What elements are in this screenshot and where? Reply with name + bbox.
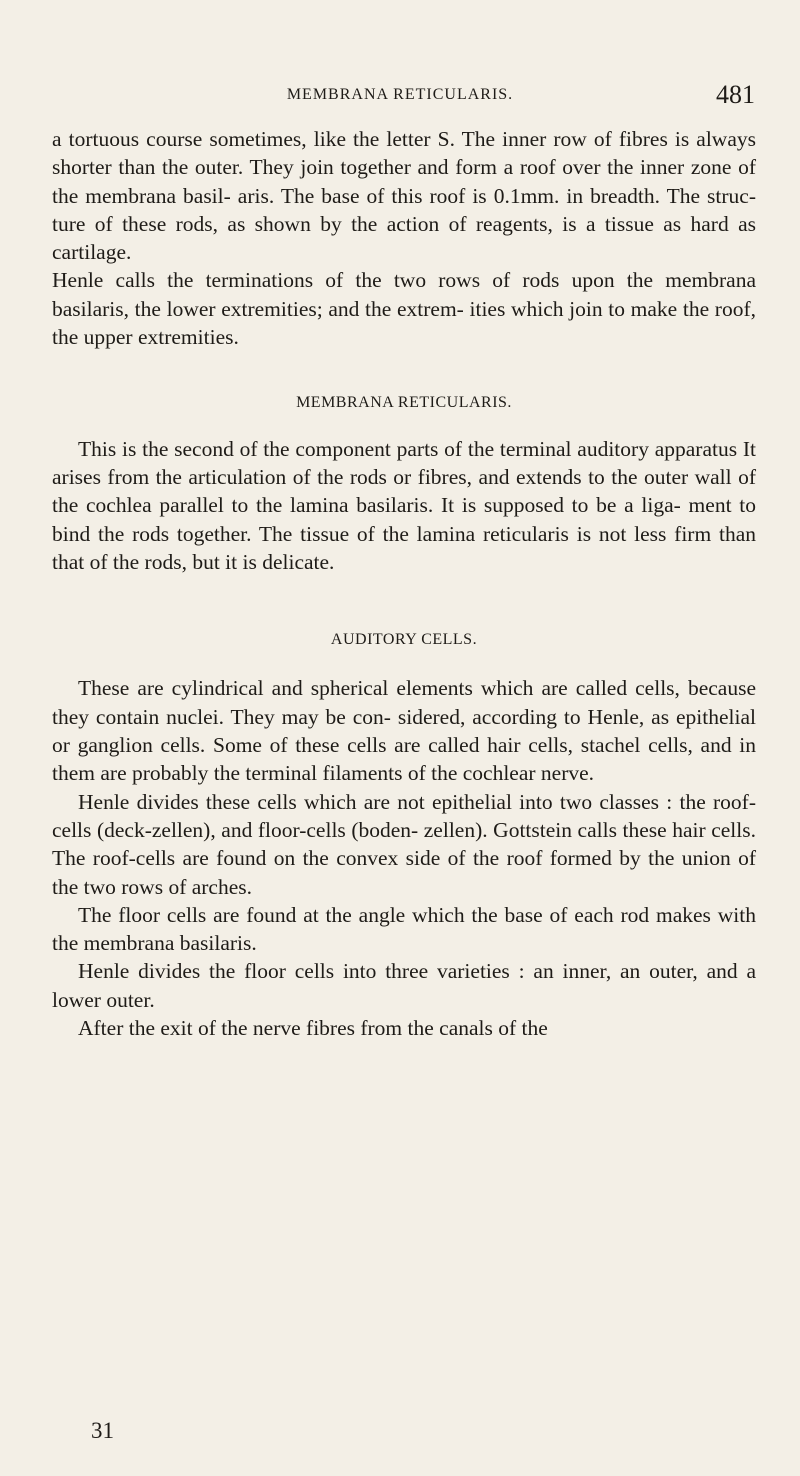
paragraph: Henle divides the floor cells into three varieties : an inner, an outer, and a lower outer. bbox=[52, 959, 756, 1012]
running-title: MEMBRANA RETICULARIS. bbox=[286, 86, 514, 103]
paragraph: Henle calls the terminations of the two rows of rods upon the membrana basilaris, the lower extremities; and the extrem- ities which join to make the roof, the upper extremities. bbox=[52, 268, 756, 350]
paragraph: After the exit of the nerve fibres from the canals of the bbox=[78, 1016, 548, 1041]
paragraph: This is the second of the component parts of the terminal auditory apparatus It arises from the articulation of the rods or fibres, and extends to the outer wall of the cochlea parallel to the lamina basilaris. It is supposed to be a liga- ment to bind the rods together. The tissue of the lamina reticularis is not less firm than that of the rods, but it is delicate. bbox=[52, 436, 756, 574]
page-number: 481 bbox=[716, 80, 755, 109]
body-text bbox=[52, 125, 756, 1042]
paragraph: Henle divides these cells which are not epithelial into two classes : the roof-cells (deck-zellen), and floor-cells (boden- zellen). Gottstein calls these hair cells. The roof-cells are found on the convex side of the roof formed by the union of the two rows of arches. bbox=[52, 789, 756, 899]
section-heading: MEMBRANA RETICULARIS. bbox=[296, 394, 512, 412]
paragraph: a tortuous course sometimes, like the letter S. The inner row of fibres is always shorter than the outer. They join together and form a roof over the inner zone of the membrana basil- aris. The base of this roof is 0.1mm. in breadth. The struc- ture of these rods, as shown by the action of reagents, is a tissue as hard as cartilage. bbox=[52, 127, 756, 265]
section-heading: AUDITORY CELLS. bbox=[330, 631, 478, 649]
paragraph: These are cylindrical and spherical elements which are called cells, because they contain nuclei. They may be con- sidered, according to Henle, as epithelial or ganglion cells. Some of these cells are called hair cells, stachel cells, and in them are probably the terminal filaments of the cochlear nerve. bbox=[52, 676, 756, 786]
running-head bbox=[0, 80, 800, 110]
signature-mark: 31 bbox=[91, 1418, 114, 1443]
paragraph: The floor cells are found at the angle which the base of each rod makes with the membrana basilaris. bbox=[52, 902, 756, 956]
